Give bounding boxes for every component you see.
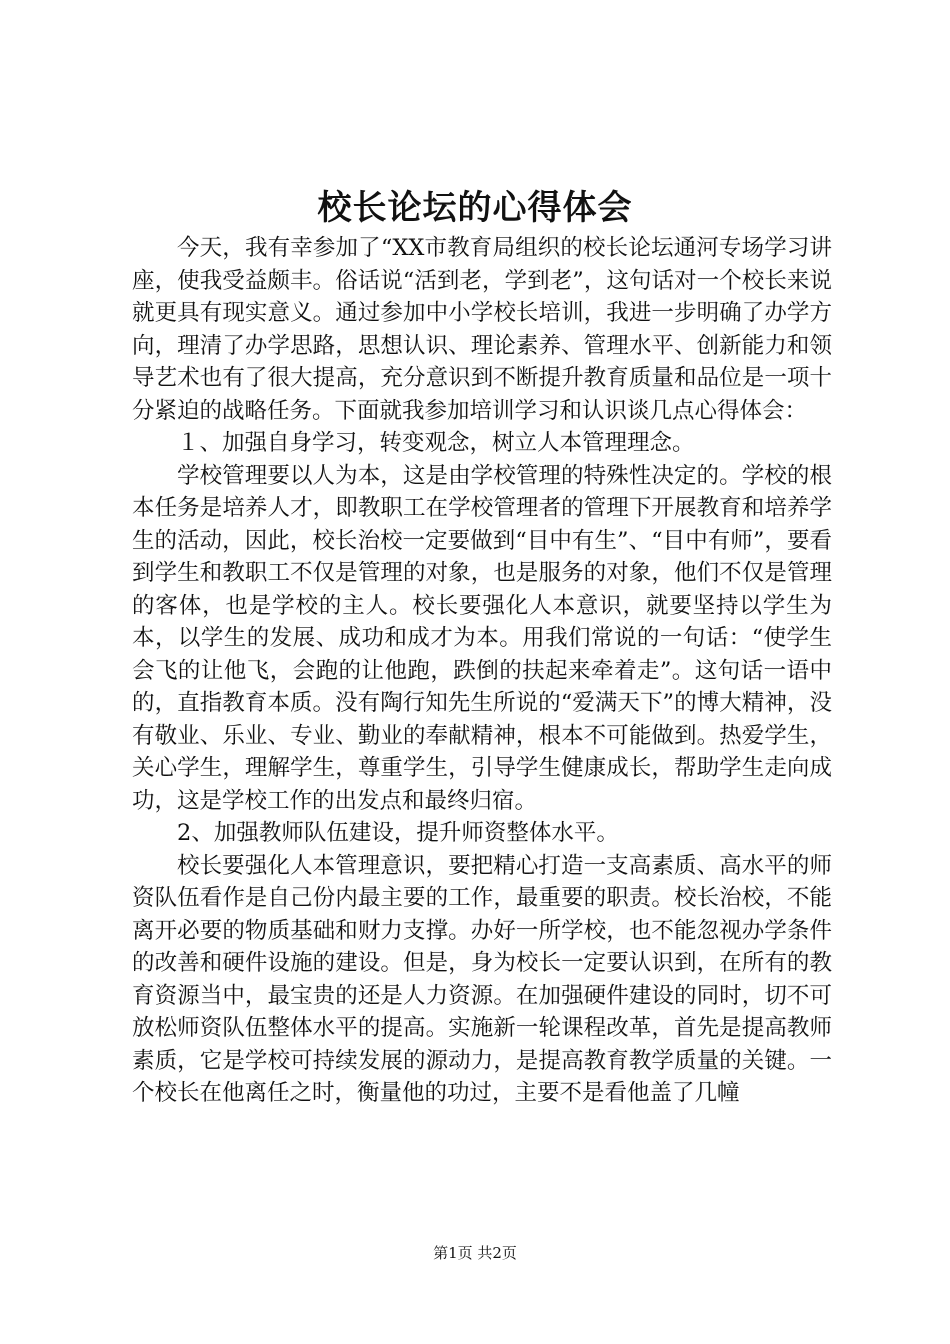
paragraph-section-2: 校长要强化人本管理意识，要把精心打造一支高素质、高水平的师资队伍看作是自己份内最主要的工作，最重要的职责。校长治校，不能离开必要的物质基础和财力支撑。办好一所学校，也不能忽视办学条件的改善和硬件设施的建设。但是，身为校长一定要认识到，在所有的教育资源当中，最宝贵的还是人力资源。在加强硬件建设的同时，切不可放松师资队伍整体水平的提高。实施新一轮课程改革，首先是提高教师素质，它是学校可持续发展的源动力，是提高教育教学质量的关键。一个校长在他离任之时，衡量他的功过，主要不是看他盖了几幢 xyxy=(132,852,832,1106)
paragraph-intro: 今天，我有幸参加了“XX市教育局组织的校长论坛通河专场学习讲座，使我受益颇丰。俗话说“活到老，学到老”，这句话对一个校长来说就更具有现实意义。通过参加中小学校长培训，我进一步明确了办学方向，理清了办学思路，思想认识、理论素养、管理水平、创新能力和领导艺术也有了很大提高，充分意识到不断提升教育质量和品位是一项十分紧迫的战略任务。下面就我参加培训学习和认识谈几点心得体会： xyxy=(132,235,832,424)
paragraph-section-1: 学校管理要以人为本，这是由学校管理的特殊性决定的。学校的根本任务是培养人才，即教职工在学校管理者的管理下开展教育和培养学生的活动，因此，校长治校一定要做到“目中有生”、“目中有师”，要看到学生和教职工不仅是管理的对象，也是服务的对象，他们不仅是管理的客体，也是学校的主人。校长要强化人本意识，就要坚持以学生为本，以学生的发展、成功和成才为本。用我们常说的一句话：“使学生会飞的让他飞，会跑的让他跑，跌倒的扶起来牵着走”。这句话一语中的，直指教育本质。没有陶行知先生所说的“爱满天下”的博大精神，没有敬业、乐业、专业、勤业的奉献精神，根本不可能做到。热爱学生，关心学生，理解学生，尊重学生，引导学生健康成长，帮助学生走向成功，这是学校工作的出发点和最终归宿。 xyxy=(132,462,832,814)
page-number-footer: 第1页 共2页 xyxy=(433,1244,517,1262)
document-title: 校长论坛的心得体会 xyxy=(317,188,633,228)
document-body xyxy=(132,232,832,1110)
section-heading-1: １、加强自身学习，转变观念，树立人本管理理念。 xyxy=(177,430,695,456)
section-heading-2: 2、加强教师队伍建设，提升师资整体水平。 xyxy=(177,820,619,846)
